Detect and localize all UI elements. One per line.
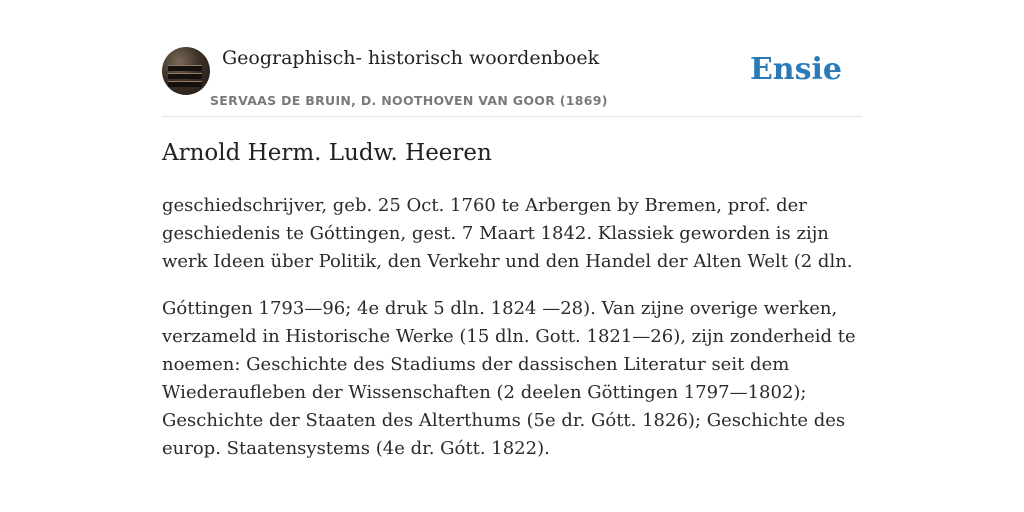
book-spine-icon [168, 73, 202, 79]
book-header [162, 0, 862, 117]
book-cover-avatar[interactable] [162, 47, 210, 95]
book-spine-icon [168, 65, 202, 71]
ensie-logo-link[interactable]: Ensie [749, 52, 842, 87]
book-spine-icon [168, 81, 202, 87]
book-title-link[interactable]: Geographisch- historisch woordenboek [222, 47, 600, 69]
page-container [162, 0, 862, 459]
entry-paragraph: geschiedschrijver, geb. 25 Oct. 1760 te Arbergen by Bremen, prof. der geschiedenis te Góttingen, gest. 7 Maart 1842. Klassiek geworden is zijn werk Ideen über Politik, den Verkehr und den Handel der Alten Welt (2 dln. [162, 195, 853, 272]
entry-paragraph: Góttingen 1793—96; 4e druk 5 dln. 1824 —28). Van zijne overige werken, verzameld in Historische Werke (15 dln. Gott. 1821—26), zijn zonderheid te noemen: Geschichte des Stadiums der dassischen Literatur seit dem Wiederaufleben der Wissenschaften (2 deelen Göttingen 1797—1802); Geschichte der Staaten des Alterthums (5e dr. Gótt. 1826); Geschichte des europ. Staatensystems (4e dr. Gótt. 1822). [162, 298, 856, 459]
book-author: SERVAAS DE BRUIN, D. NOOTHOVEN VAN GOOR (1869) [210, 93, 608, 108]
entry-title: Arnold Herm. Ludw. Heeren [162, 140, 492, 166]
